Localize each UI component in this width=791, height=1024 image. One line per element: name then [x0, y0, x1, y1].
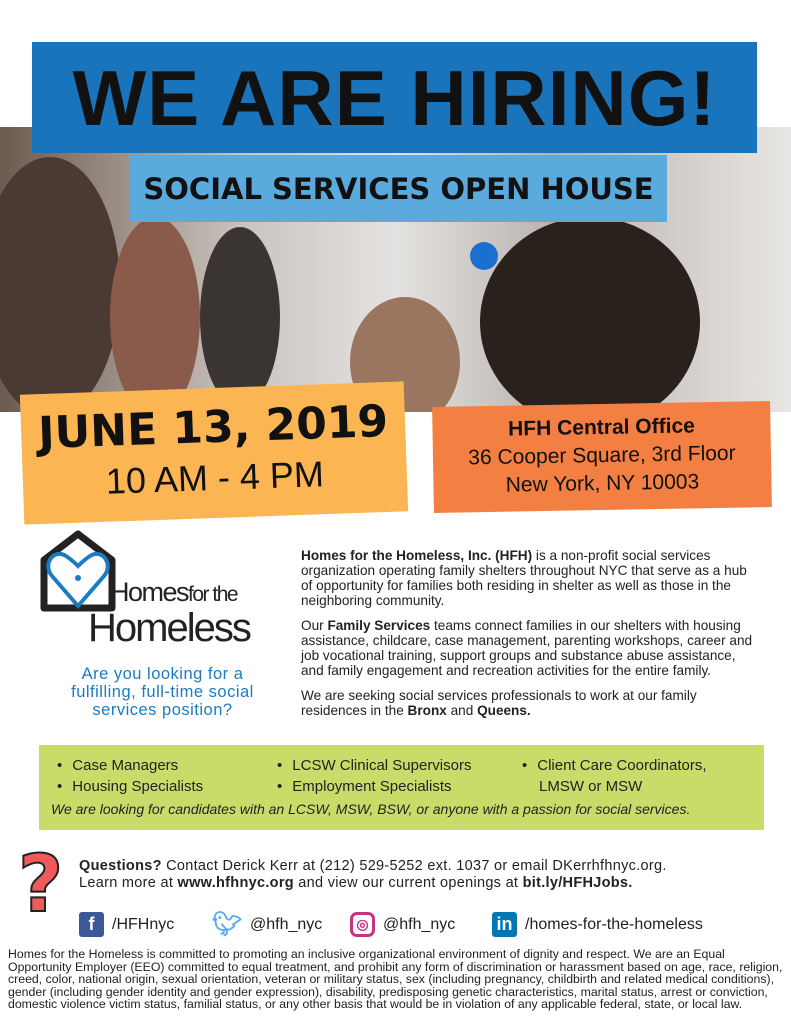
eeo-statement: Homes for the Homeless is committed to promoting an inclusive organizational environment of dignity and respect. We are an Equal Opportunity Employer (EEO) committed to equal treatment, and prohibit any form of discrimination or harassment based on age, race, religion, creed, color, national origin, sexual orientation, veteran or military status, sex (including pregnancy, childbirth and related medical conditions), gender (including gender identity and gender expression), disability, predisposing genetic characteristics, marital status, arrest or conviction, domestic violence victim status, familial status, or any other basis that would be in violation of any applicable federal, state, or local law. — [8, 947, 783, 1012]
house-heart-icon — [38, 530, 118, 615]
position-item: • Housing Specialists — [57, 776, 203, 797]
position-item: • Employment Specialists — [277, 776, 471, 797]
linkedin-icon: in — [492, 912, 517, 937]
tagline-question: Are you looking for a fulfilling, full-time social services position? — [71, 665, 254, 719]
positions-box — [39, 745, 764, 830]
position-item: LMSW or MSW — [539, 778, 643, 795]
logo-text: for the — [188, 583, 238, 606]
logo-text: Homes — [110, 577, 189, 607]
hiring-banner: WE ARE HIRING! — [32, 42, 757, 153]
facebook-icon: f — [79, 912, 104, 937]
positions-note: We are looking for candidates with an LCSW, MSW, BSW, or anyone with a passion for social services. — [51, 801, 691, 817]
position-item: • Client Care Coordinators, — [522, 755, 707, 776]
about-text: Homes for the Homeless, Inc. (HFH) is a non-profit social services organization operating family shelters throughout NYC that serve as a hub of opportunity for families both residing in shelter as well as those in the neighboring community. Our Family Services teams connect families in our shelters with housing assistance, childcare, case management, parenting workshops, career and job vocational training, support groups and substance abuse assistance, and family engagement and recreation activities for the entire family. We are seeking social services professionals to work at our family residences in the Bronx and Queens. — [301, 548, 753, 718]
event-time: 10 AM - 4 PM — [105, 453, 325, 502]
twitter-icon: 🐦︎ — [211, 911, 243, 938]
social-linkedin[interactable]: in /homes-for-the-homeless — [492, 912, 703, 937]
question-mark-icon: ? — [18, 840, 64, 930]
position-item: • LCSW Clinical Supervisors — [277, 755, 471, 776]
location-box — [432, 401, 772, 513]
jobs-link[interactable]: bit.ly/HFHJobs. — [522, 875, 633, 891]
address-line2: New York, NY 10003 — [505, 470, 700, 497]
website-link[interactable]: www.hfhnyc.org — [177, 875, 294, 891]
hfh-logo — [38, 530, 278, 648]
address-line1: 36 Cooper Square, 3rd Floor — [468, 441, 736, 470]
position-item: • Case Managers — [57, 755, 203, 776]
open-house-banner: SOCIAL SERVICES OPEN HOUSE — [130, 155, 667, 222]
social-twitter[interactable]: 🐦︎ @hfh_nyc — [211, 911, 323, 938]
social-instagram[interactable]: ◎ @hfh_nyc — [350, 912, 455, 937]
contact-info: Questions? Contact Derick Kerr at (212) 529-5252 ext. 1037 or email DKerrhfhnyc.org. Learn more at www.hfhnyc.org and view our current openings at bit.ly/HFHJobs. — [79, 858, 667, 891]
venue: HFH Central Office — [507, 414, 696, 441]
logo-text: Homeless — [88, 606, 250, 650]
event-date: JUNE 13, 2019 — [37, 395, 389, 460]
date-box — [20, 381, 408, 524]
instagram-icon: ◎ — [350, 912, 375, 937]
social-facebook[interactable]: f /HFHnyc — [79, 912, 174, 937]
logo-text-line1 — [110, 578, 237, 606]
